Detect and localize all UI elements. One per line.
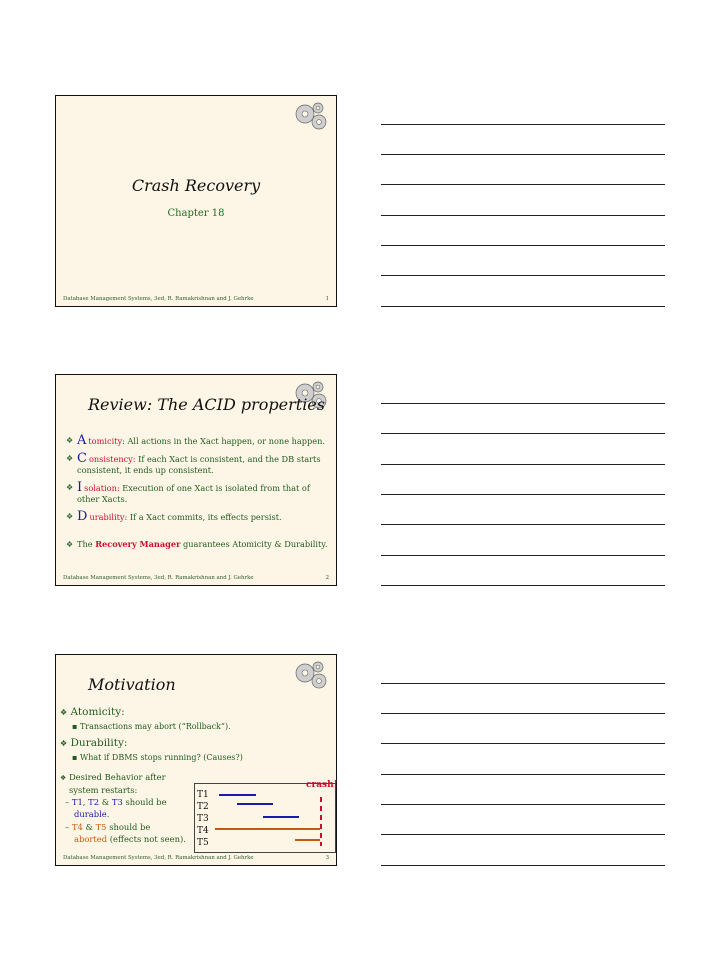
notes-line: [381, 215, 665, 216]
square-bullet-icon: ▪: [72, 753, 78, 762]
slide-footer: Database Management Systems, 3ed, R. Ramakrishnan and J. Gehrke: [63, 855, 254, 861]
notes-line: [381, 683, 665, 684]
bullet-term: solation:: [84, 483, 120, 493]
notes-line: [381, 124, 665, 125]
bullet-letter: I: [77, 480, 83, 495]
timeline-bars: [195, 784, 335, 852]
bullet-recovery-manager: ❖ The Recovery Manager guarantees Atomicity & Durability.: [66, 539, 328, 549]
diamond-bullet-icon: ❖: [60, 774, 67, 782]
diamond-bullet-icon: ❖: [66, 436, 74, 445]
desired-behavior: ❖ Desired Behavior after system restarts:: [60, 772, 166, 795]
notes-line: [381, 306, 665, 307]
slide-1: [55, 95, 337, 307]
slide-title: Crash Recovery: [131, 176, 261, 195]
crash-label: crash!: [306, 780, 338, 790]
durability-heading: ❖ Durability:: [60, 737, 128, 749]
slide-2: [55, 374, 337, 586]
timeline-label: T4: [197, 826, 209, 836]
slide-title: Motivation: [88, 675, 176, 694]
slide-title: Review: The ACID properties: [88, 395, 325, 414]
bullet-term: onsistency:: [88, 454, 136, 464]
diamond-bullet-icon: ❖: [66, 483, 74, 492]
bullet-letter: D: [77, 509, 88, 524]
page-number: 2: [325, 575, 329, 581]
timeline-label: T1: [197, 790, 209, 800]
notes-line: [381, 464, 665, 465]
diamond-bullet-icon: ❖: [60, 708, 68, 717]
bullet-text: All actions in the Xact happen, or none happen.: [127, 436, 325, 446]
notes-line: [381, 865, 665, 866]
bullet-text: Execution of one Xact is isolated from that of other Xacts.: [77, 483, 310, 504]
durable-item: – T1, T2 & T3 should be durable.: [65, 797, 167, 819]
timeline-label: T5: [197, 838, 209, 848]
page-number: 3: [325, 855, 329, 861]
notes-line: [381, 555, 665, 556]
notes-line: [381, 275, 665, 276]
notes-line: [381, 774, 665, 775]
bullet-atomicity: [66, 435, 328, 447]
notes-line: [381, 743, 665, 744]
bullet-durability: [66, 511, 328, 523]
bullet-term: urability:: [89, 512, 128, 522]
slide-footer: Database Management Systems, 3ed, R. Ramakrishnan and J. Gehrke: [63, 575, 254, 581]
bullet-term: tomicity:: [88, 436, 125, 446]
notes-line: [381, 804, 665, 805]
durability-subpoint: ▪ What if DBMS stops running? (Causes?): [72, 753, 243, 762]
diamond-bullet-icon: ❖: [66, 512, 74, 521]
notes-line: [381, 154, 665, 155]
notes-line: [381, 524, 665, 525]
slide-footer: Database Management Systems, 3ed, R. Ramakrishnan and J. Gehrke: [63, 296, 254, 302]
square-bullet-icon: ▪: [72, 722, 78, 731]
recovery-manager-term: Recovery Manager: [95, 539, 181, 549]
notes-line: [381, 245, 665, 246]
notes-line: [381, 585, 665, 586]
bullet-isolation: [66, 482, 328, 505]
notes-line: [381, 494, 665, 495]
gear-icon: [292, 659, 332, 693]
page-number: 1: [325, 296, 329, 302]
bullet-text: If a Xact commits, its effects persist.: [129, 512, 282, 522]
notes-line: [381, 713, 665, 714]
bullet-letter: C: [77, 451, 87, 466]
slide-subtitle: Chapter 18: [167, 208, 225, 219]
timeline-label: T3: [197, 814, 209, 824]
atomicity-heading: ❖ Atomicity:: [60, 706, 125, 718]
notes-line: [381, 184, 665, 185]
bullet-consistency: [66, 453, 328, 476]
aborted-item: – T4 & T5 should be aborted (effects not seen).: [65, 822, 186, 844]
notes-line: [381, 433, 665, 434]
bullet-letter: A: [77, 433, 87, 448]
diamond-bullet-icon: ❖: [66, 454, 74, 463]
gear-icon: [292, 100, 332, 134]
timeline-diagram: [194, 783, 336, 853]
slide-3: [55, 654, 337, 866]
notes-line: [381, 403, 665, 404]
diamond-bullet-icon: ❖: [66, 540, 74, 549]
notes-line: [381, 834, 665, 835]
diamond-bullet-icon: ❖: [60, 739, 68, 748]
bullet-text: If each Xact is consistent, and the DB starts consistent, it ends up consistent.: [77, 454, 321, 475]
atomicity-subpoint: ▪ Transactions may abort (“Rollback”).: [72, 722, 231, 731]
timeline-label: T2: [197, 802, 209, 812]
